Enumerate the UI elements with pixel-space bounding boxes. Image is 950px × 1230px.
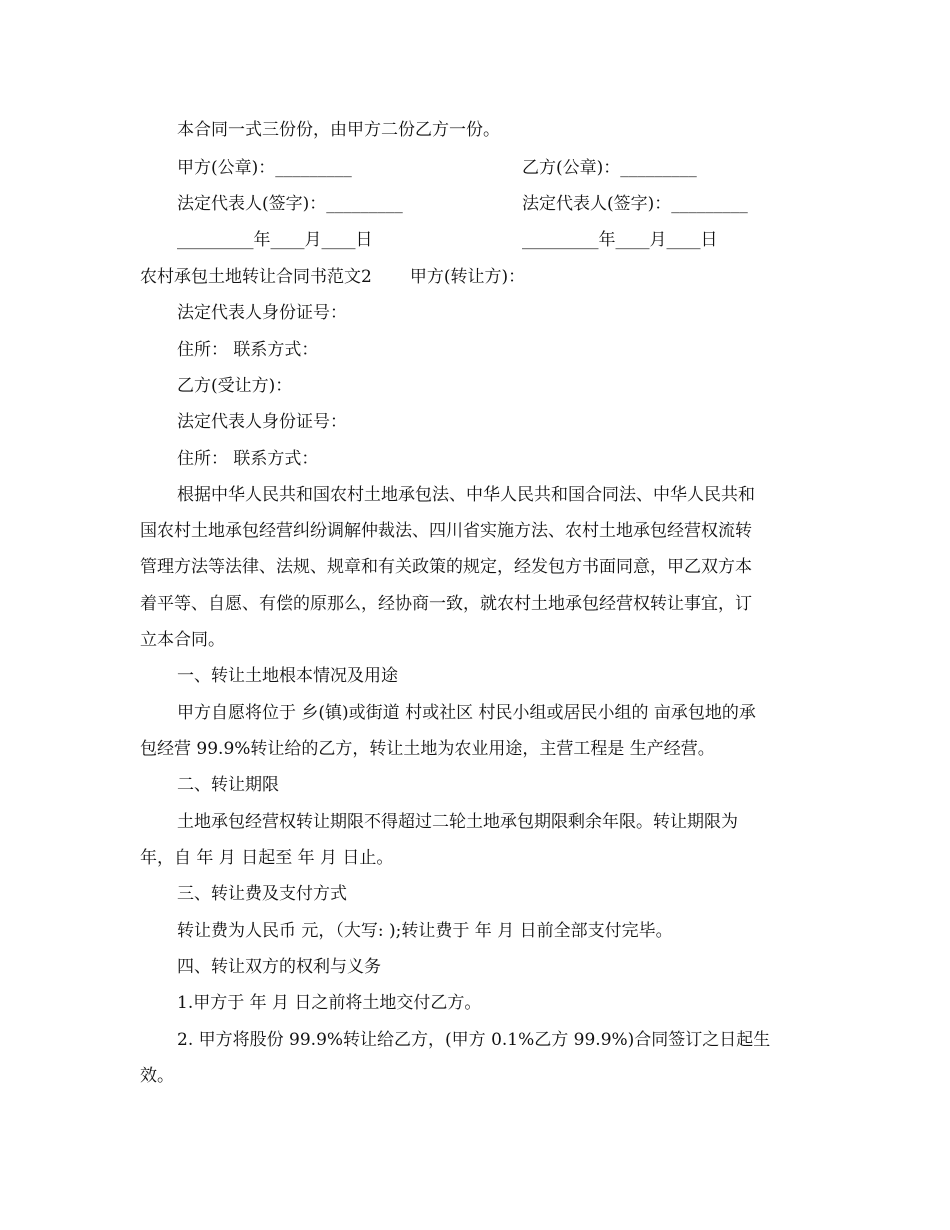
section2-line-1: 土地承包经营权转让期限不得超过二轮土地承包期限剩余年限。转让期限为 <box>177 812 738 832</box>
section2-line-2: 年，自 年 月 日起至 年 月 日止。 <box>140 848 394 868</box>
preamble-line-4: 着平等、自愿、有偿的原那么，经协商一致，就农村土地承包经营权转让事宜，订 <box>140 594 752 614</box>
party-a-seal-field: 甲方(公章)：_________ <box>177 158 352 178</box>
preamble-line-3: 管理方法等法律、法规、规章和有关政策的规定，经发包方书面同意，甲乙双方本 <box>140 557 752 577</box>
party-a-address: 住所： 联系方式： <box>177 340 319 360</box>
contract-title: 农村承包土地转让合同书范文2 <box>140 267 372 287</box>
party-b-rep-field: 法定代表人(签字)：_________ <box>522 194 748 214</box>
signature-party-row <box>177 156 877 180</box>
clause-item-2-line-2: 效。 <box>140 1066 174 1086</box>
preamble-line-2: 国农村土地承包经营纠纷调解仲裁法、四川省实施方法、农村土地承包经营权流转 <box>140 521 752 541</box>
clause-item-2-line-1: 2. 甲方将股份 99.9%转让给乙方，(甲方 0.1%乙方 99.9%)合同签订之日起生 <box>177 1030 771 1050</box>
party-a-date-field: _________年____月____日 <box>177 230 373 250</box>
preamble-line-1: 根据中华人民共和国农村土地承包法、中华人民共和国合同法、中华人民共和 <box>177 485 755 505</box>
party-a-id: 法定代表人身份证号： <box>177 303 347 323</box>
section-heading-4: 四、转让双方的权利与义务 <box>177 957 381 977</box>
second-contract-heading-row <box>140 265 525 289</box>
section1-line-2: 包经营 99.9%转让给的乙方，转让土地为农业用途，主营工程是 生产经营。 <box>140 739 715 759</box>
section-heading-2: 二、转让期限 <box>177 775 279 795</box>
party-b-label: 乙方(受让方)： <box>177 376 293 396</box>
signature-rep-row <box>177 192 877 216</box>
section1-line-1: 甲方自愿将位于 乡(镇)或街道 村或社区 村民小组或居民小组的 亩承包地的承 <box>177 703 756 723</box>
party-a-rep-field: 法定代表人(签字)：_________ <box>177 194 403 214</box>
signature-date-row <box>177 228 877 252</box>
clause-item-1: 1.甲方于 年 月 日之前将土地交付乙方。 <box>177 993 482 1013</box>
party-b-seal-field: 乙方(公章)：_________ <box>522 158 697 178</box>
party-a-label: 甲方(转让方)： <box>409 267 526 287</box>
party-b-id: 法定代表人身份证号： <box>177 412 347 432</box>
section3-line-1: 转让费为人民币 元，（大写: );转让费于 年 月 日前全部支付完毕。 <box>177 921 673 941</box>
section-heading-1: 一、转让土地根本情况及用途 <box>177 666 398 686</box>
preamble-line-5: 立本合同。 <box>140 630 225 650</box>
party-b-address: 住所： 联系方式： <box>177 449 319 469</box>
party-b-date-field: _________年____月____日 <box>522 230 718 250</box>
section-heading-3: 三、转让费及支付方式 <box>177 884 347 904</box>
copies-clause: 本合同一式三份份，由甲方二份乙方一份。 <box>177 120 500 140</box>
